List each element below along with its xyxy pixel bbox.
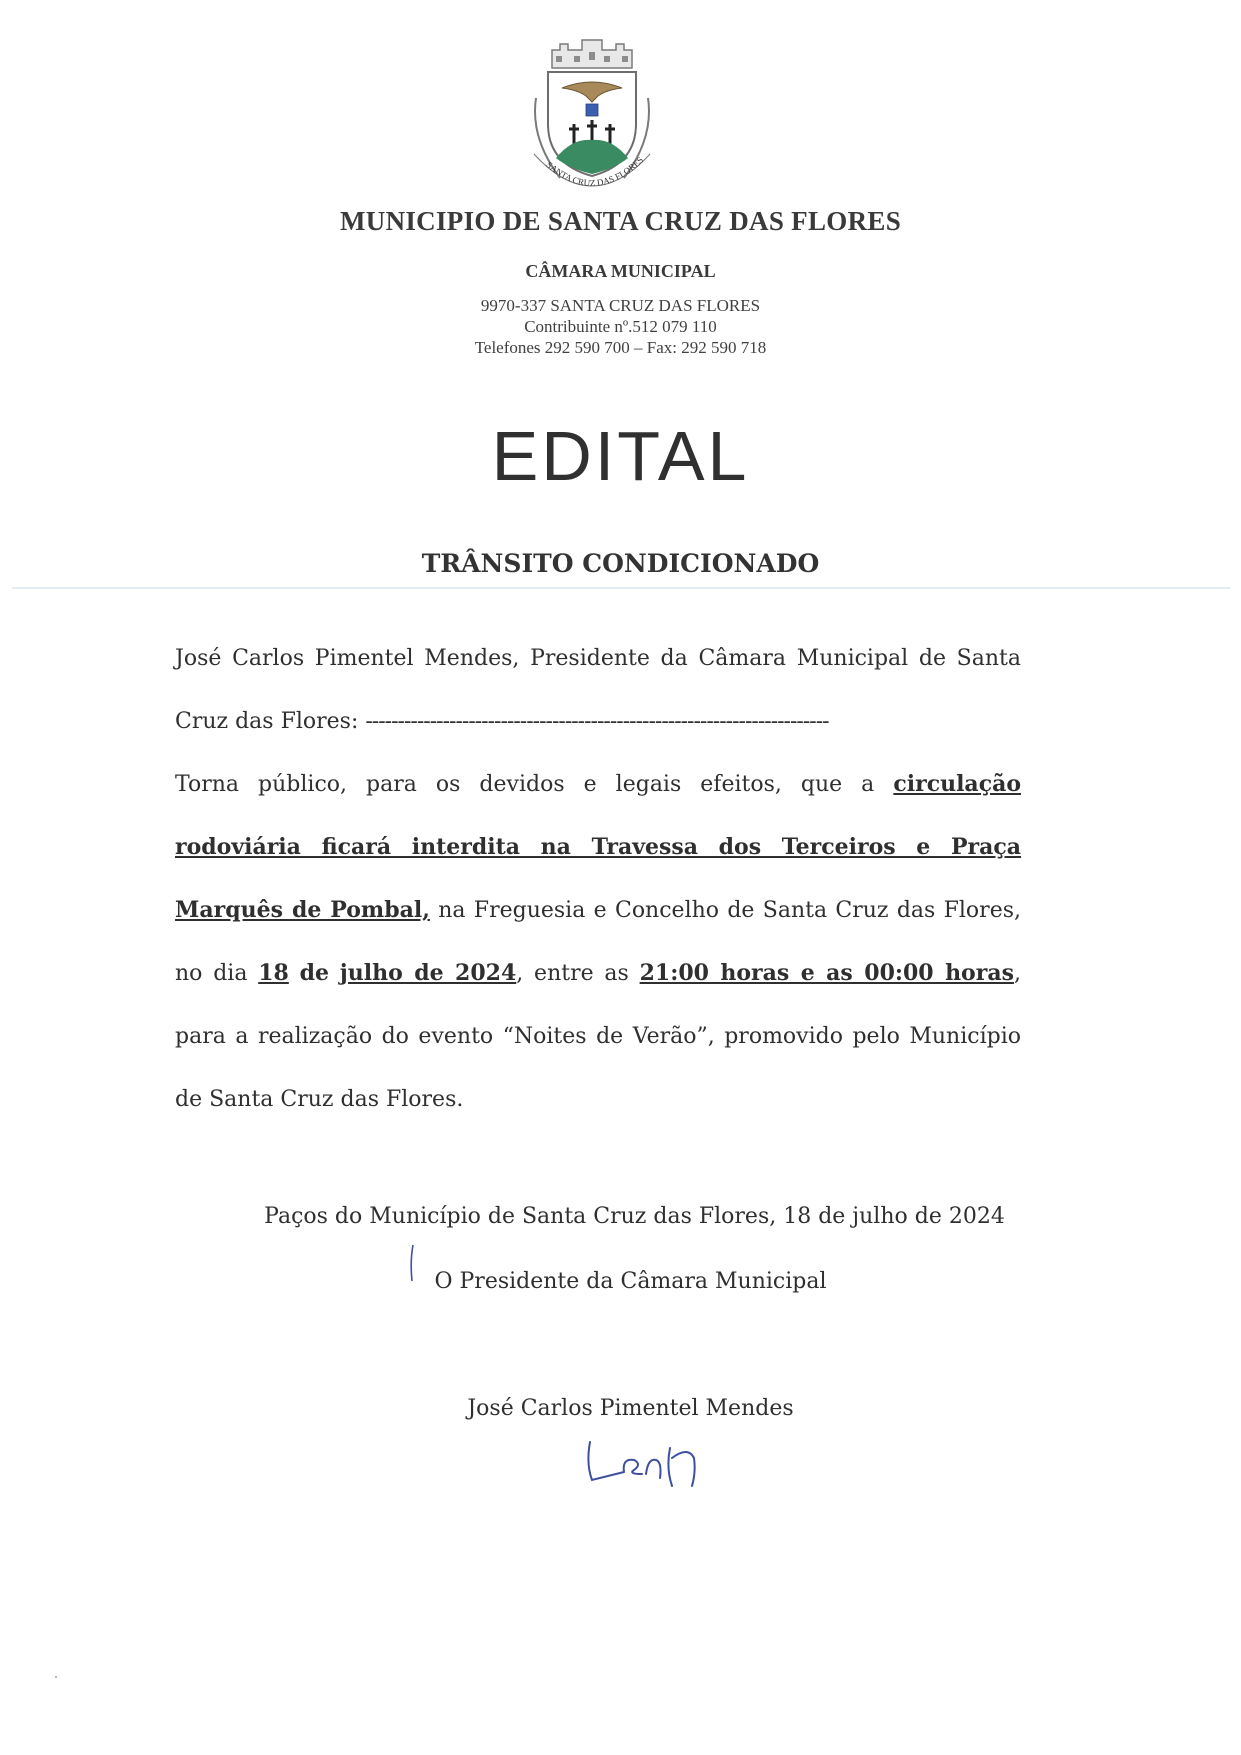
handwritten-signature bbox=[576, 1428, 716, 1498]
signatory-name: José Carlos Pimentel Mendes bbox=[467, 1396, 794, 1421]
interdiction-text: circulação rodoviária ficará interdita na Travessa dos Terceiros e Praça Marquês de Pombal, bbox=[175, 771, 1022, 923]
signatory-role: O Presidente da Câmara Municipal bbox=[434, 1269, 827, 1294]
municipal-coat-of-arms-icon bbox=[512, 28, 672, 198]
place-date: Paços do Município de Santa Cruz das Flores, 18 de julho de 2024 bbox=[264, 1204, 1005, 1229]
date-de: de bbox=[299, 960, 330, 986]
dash-filler: ------------------------------------------------------------------------ bbox=[365, 709, 829, 734]
phone-line: Telefones 292 590 700 – Fax: 292 590 718 bbox=[474, 338, 767, 357]
municipality-name: MUNICIPIO DE SANTA CRUZ DAS FLORES bbox=[339, 206, 902, 236]
scan-speck bbox=[55, 1676, 57, 1678]
intro-paragraph: José Carlos Pimentel Mendes, Presidente da Câmara Municipal de Santa Cruz das Flores: ------------------------------------------------------------------------ bbox=[175, 646, 1021, 734]
address-line: 9970-337 SANTA CRUZ DAS FLORES bbox=[480, 296, 761, 315]
taxpayer-line: Contribuinte nº.512 079 110 bbox=[524, 317, 717, 336]
document-title: EDITAL bbox=[491, 417, 750, 495]
crest-motto: SANTA CRUZ DAS FLORES bbox=[544, 154, 646, 189]
notice-paragraph: Torna público, para os devidos e legais efeitos, que a circulação rodoviária ficará interdita na Travessa dos Terceiros e Praça Marquês de Pombal, na Freguesia e Concelho de Santa Cruz das Flores, no dia 18 de julho de 2024, entre as 21:00 horas e as 00:00 horas, para a realização do evento “Noites de Verão”, promovido pelo Município de Santa Cruz das Flores. bbox=[175, 771, 1022, 1112]
document-subject: TRÂNSITO CONDICIONADO bbox=[421, 549, 820, 578]
time-range: 21:00 horas e as 00:00 horas bbox=[639, 960, 1014, 986]
date-day: 18 bbox=[258, 960, 289, 986]
notice-body bbox=[175, 627, 1021, 1131]
divider bbox=[12, 587, 1230, 589]
chamber-name: CÂMARA MUNICIPAL bbox=[525, 261, 716, 281]
date-month: julho de 2024 bbox=[339, 960, 517, 986]
contact-block bbox=[0, 295, 1241, 358]
